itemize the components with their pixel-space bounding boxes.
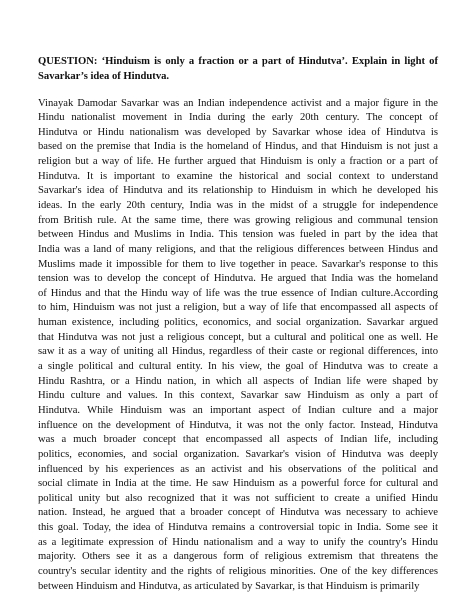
body-line: majority. Others see it as a dangerous form of religious extremism that threatens the	[38, 551, 438, 563]
body-line: human existence, including politics, economics, and social organization. Savarkar argued	[38, 317, 438, 329]
body-line: tension was to develop the concept of Hindutva. He argued that India was the homeland	[38, 273, 438, 285]
body-line: India was a land of many religions, and that the religious differences between Hindus and	[38, 243, 438, 255]
body-line: Hindu nationalist movement in India during the early 20th century. The concept of	[38, 112, 438, 124]
body-line: political unity but also recognized that it was not sufficient to create a unified Hindu	[38, 492, 438, 504]
body-line: based on the premise that India is the homeland of Hindus, and that Hinduism is not just a	[38, 141, 438, 153]
body-line: social climate in India at the time. He saw Hinduism as a powerful force for cultural and	[38, 478, 438, 490]
question-line: QUESTION: ‘Hinduism is only a fraction or a part of Hindutva’. Explain in light of	[38, 56, 438, 67]
body-line: Muslims made it impossible for them to live together in peace. Savarkar's response to this	[38, 258, 438, 270]
body-line: that Hindutva was not just a religious concept, but a cultural and political one as well. He	[38, 331, 438, 343]
question-heading	[38, 55, 438, 84]
body-line: influenced by his experiences as an activist and his observations of the political and	[38, 463, 438, 475]
body-line: from British rule. At the same time, there was growing religious and communal tension	[38, 214, 438, 226]
question-line: Savarkar’s idea of Hindutva.	[38, 70, 170, 82]
body-line: ideas. In the early 20th century, India was in the midst of a struggle for independence	[38, 199, 438, 211]
body-line: saw it as a way of uniting all Hindus, regardless of their caste or regional differences, into	[38, 346, 438, 358]
body-line: was a much broader concept that encompassed all aspects of Indian life, including	[38, 434, 438, 446]
body-line: as a legitimate expression of Hindu nationalism and a way to unify the country's Hindu	[38, 536, 438, 548]
body-line: of Hindus and that the Hindu way of life was the true essence of Indian culture.According	[38, 287, 438, 299]
body-line: Hindutva. It is important to examine the historical and social context to understand	[38, 170, 438, 182]
body-line: this goal. Today, the idea of Hindutva remains a controversial topic in India. Some see it	[38, 522, 438, 534]
body-line: Savarkar's idea of Hindutva and its relationship to Hinduism in which he developed his	[38, 185, 438, 197]
body-line: country's secular identity and the rights of religious minorities. One of the key differences	[38, 566, 438, 577]
body-line: religion but a way of life. He further argued that Hinduism is only a fraction or a part of	[38, 156, 438, 168]
body-line: a single political and cultural entity. In his view, the goal of Hindutva was to create a	[38, 361, 438, 373]
body-line: Vinayak Damodar Savarkar was an Indian independence activist and a major figure in the	[38, 97, 438, 109]
essay-body	[38, 97, 438, 595]
body-line: Hindu Rashtra, or a Hindu nation, in which all aspects of Indian life were shaped by	[38, 375, 438, 387]
body-line: to him, Hinduism was not just a religion, but a way of life that encompassed all aspects of	[38, 302, 438, 314]
body-line: nation. Instead, he argued that a broader concept of Hindutva was necessary to achieve	[38, 507, 438, 519]
body-line: between Hinduism and Hindutva, as articulated by Savarkar, is that Hinduism is primarily	[38, 580, 420, 592]
body-line: Hindutva or Hindu nationalism was developed by Savarkar whose idea of Hindutva is	[38, 126, 438, 138]
body-line: between Hindus and Muslims in India. This tension was fueled in part by the idea that	[38, 229, 438, 241]
body-line: Hindu culture and values. In this context, Savarkar saw Hinduism as only a part of	[38, 390, 438, 402]
body-line: Hindutva. While Hinduism was an important aspect of Indian culture and a major	[38, 404, 438, 416]
body-line: influence on the development of Hindutva, it was not the only factor. Instead, Hindutva	[38, 419, 438, 431]
body-line: politics, economies, and social organization. Savarkar's vision of Hindutva was deeply	[38, 448, 438, 460]
